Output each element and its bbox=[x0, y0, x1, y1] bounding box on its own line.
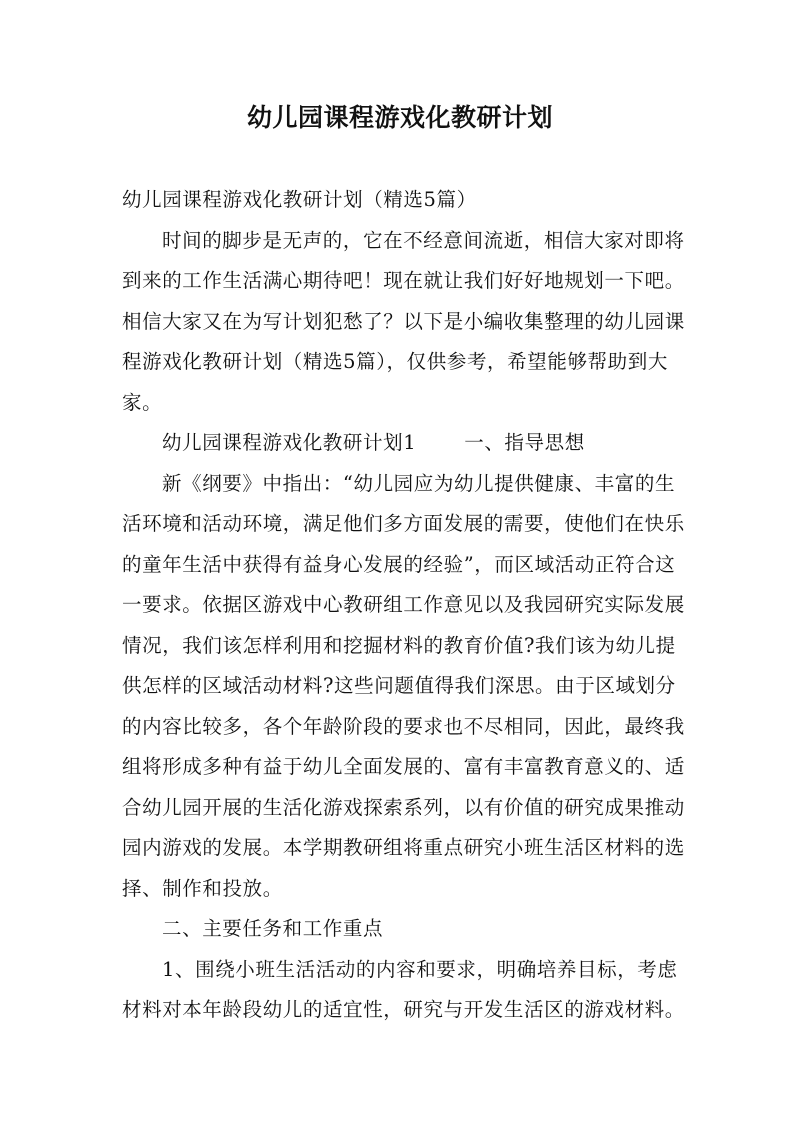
intro-paragraph: 时间的脚步是无声的，它在不经意间流逝，相信大家对即将到来的工作生活满心期待吧！现在就让我们好好地规划一下吧。相信大家又在为写计划犯愁了？以下是小编收集整理的幼儿园课程游戏化教研计划（精选5篇），仅供参考，希望能够帮助到大家。 bbox=[122, 228, 685, 414]
document-body bbox=[122, 180, 688, 1031]
document-subtitle: 幼儿园课程游戏化教研计划（精选5篇） bbox=[122, 188, 477, 211]
section1-paragraph: 新《纲要》中指出：“幼儿园应为幼儿提供健康、丰富的生活环境和活动环境，满足他们多方面发展的需要，使他们在快乐的童年生活中获得有益身心发展的经验”，而区域活动正符合这一要求。依据区游戏中心教研组工作意见以及我园研究实际发展情况，我们该怎样利用和挖掘材料的教育价值?我们该为幼儿提供怎样的区域活动材料?这些问题值得我们深思。由于区域划分的内容比较多，各个年龄阶段的要求也不尽相同，因此，最终我组将形成多种有益于幼儿全面发展的、富有丰富教育意义的、适合幼儿园开展的生活化游戏探索系列，以有价值的研究成果推动园内游戏的发展。本学期教研组将重点研究小班生活区材料的选择、制作和投放。 bbox=[122, 471, 685, 900]
plan-heading-line bbox=[122, 423, 688, 464]
section2-heading: 二、主要任务和工作重点 bbox=[162, 917, 384, 940]
section2-item-1: 1、围绕小班生活活动的内容和要求，明确培养目标，考虑材料对本年龄段幼儿的适宜性，研究与开发生活区的游戏材料。 bbox=[122, 957, 685, 1021]
plan-heading: 幼儿园课程游戏化教研计划1 bbox=[162, 431, 417, 454]
section1-heading: 一、指导思想 bbox=[464, 431, 585, 454]
document-title: 幼儿园课程游戏化教研计划 bbox=[246, 103, 553, 132]
